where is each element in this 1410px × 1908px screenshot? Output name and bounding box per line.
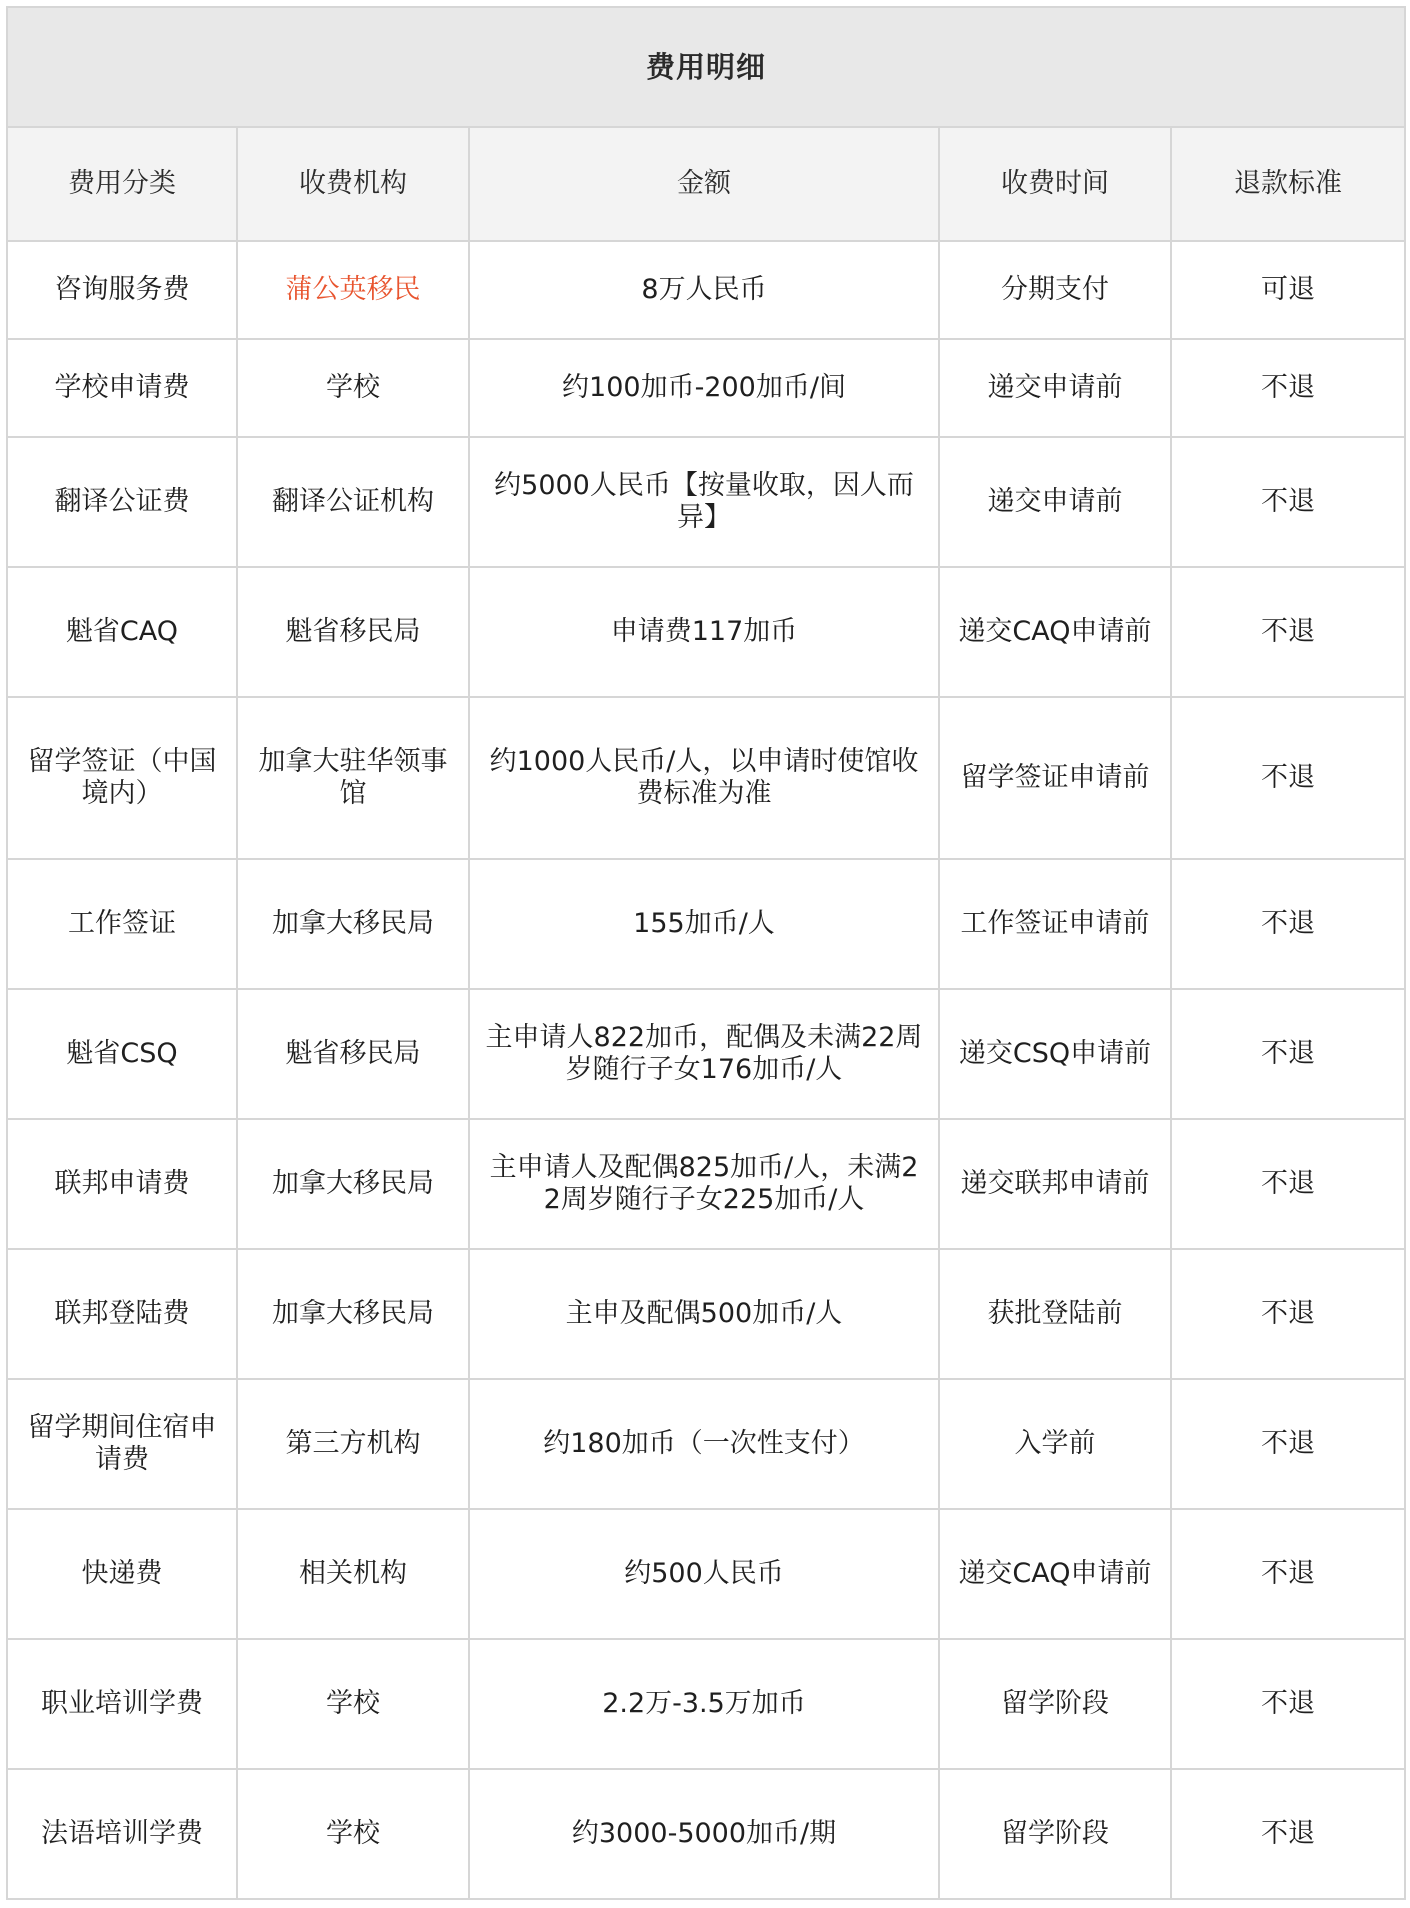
cell-institution: 相关机构 <box>237 1509 469 1639</box>
cell-time: 递交申请前 <box>939 339 1171 437</box>
cell-category: 法语培训学费 <box>7 1769 237 1899</box>
cell-refund: 不退 <box>1171 1769 1405 1899</box>
cell-institution: 加拿大移民局 <box>237 1249 469 1379</box>
cell-amount: 约5000人民币【按量收取，因人而异】 <box>469 437 939 567</box>
table-row <box>7 1119 1405 1249</box>
cell-institution: 加拿大驻华领事馆 <box>237 697 469 859</box>
cell-time: 递交申请前 <box>939 437 1171 567</box>
cell-institution: 加拿大移民局 <box>237 859 469 989</box>
table-row <box>7 339 1405 437</box>
cell-category: 快递费 <box>7 1509 237 1639</box>
cell-category: 魁省CAQ <box>7 567 237 697</box>
cell-institution: 魁省移民局 <box>237 567 469 697</box>
cell-refund: 不退 <box>1171 697 1405 859</box>
cell-category: 工作签证 <box>7 859 237 989</box>
cell-time: 递交CAQ申请前 <box>939 1509 1171 1639</box>
header-refund: 退款标准 <box>1171 127 1405 241</box>
cell-category: 咨询服务费 <box>7 241 237 339</box>
cell-institution: 学校 <box>237 1639 469 1769</box>
table-title-row <box>7 7 1405 127</box>
table-row <box>7 1379 1405 1509</box>
cell-category: 翻译公证费 <box>7 437 237 567</box>
header-institution: 收费机构 <box>237 127 469 241</box>
cell-time: 分期支付 <box>939 241 1171 339</box>
table-row <box>7 1509 1405 1639</box>
cell-time: 入学前 <box>939 1379 1171 1509</box>
cell-institution-link[interactable]: 蒲公英移民 <box>237 241 469 339</box>
header-amount: 金额 <box>469 127 939 241</box>
cell-category: 学校申请费 <box>7 339 237 437</box>
cell-category: 留学签证（中国境内） <box>7 697 237 859</box>
cell-time: 递交联邦申请前 <box>939 1119 1171 1249</box>
table-title: 费用明细 <box>7 7 1405 127</box>
header-category: 费用分类 <box>7 127 237 241</box>
cell-refund: 不退 <box>1171 1119 1405 1249</box>
cell-refund: 不退 <box>1171 1509 1405 1639</box>
table-row <box>7 437 1405 567</box>
header-time: 收费时间 <box>939 127 1171 241</box>
table-row <box>7 241 1405 339</box>
cell-amount: 申请费117加币 <box>469 567 939 697</box>
cell-time: 递交CSQ申请前 <box>939 989 1171 1119</box>
cell-amount: 约3000-5000加币/期 <box>469 1769 939 1899</box>
cell-institution: 魁省移民局 <box>237 989 469 1119</box>
cell-refund: 不退 <box>1171 989 1405 1119</box>
cell-refund: 不退 <box>1171 339 1405 437</box>
cell-category: 联邦申请费 <box>7 1119 237 1249</box>
cell-amount: 8万人民币 <box>469 241 939 339</box>
cell-time: 递交CAQ申请前 <box>939 567 1171 697</box>
cell-amount: 约180加币（一次性支付） <box>469 1379 939 1509</box>
cell-amount: 155加币/人 <box>469 859 939 989</box>
cell-time: 留学阶段 <box>939 1769 1171 1899</box>
cell-institution: 学校 <box>237 339 469 437</box>
table-row <box>7 1769 1405 1899</box>
cell-time: 留学阶段 <box>939 1639 1171 1769</box>
cell-refund: 不退 <box>1171 1249 1405 1379</box>
cell-refund: 不退 <box>1171 1379 1405 1509</box>
cell-amount: 主申及配偶500加币/人 <box>469 1249 939 1379</box>
cell-institution: 第三方机构 <box>237 1379 469 1509</box>
cell-institution: 学校 <box>237 1769 469 1899</box>
cell-amount: 约1000人民币/人，以申请时使馆收费标准为准 <box>469 697 939 859</box>
table-header-row <box>7 127 1405 241</box>
cell-amount: 约500人民币 <box>469 1509 939 1639</box>
cell-time: 获批登陆前 <box>939 1249 1171 1379</box>
cell-time: 留学签证申请前 <box>939 697 1171 859</box>
cell-refund: 不退 <box>1171 567 1405 697</box>
cell-category: 联邦登陆费 <box>7 1249 237 1379</box>
cell-amount: 约100加币-200加币/间 <box>469 339 939 437</box>
cell-category: 魁省CSQ <box>7 989 237 1119</box>
table-row <box>7 989 1405 1119</box>
table-row <box>7 1249 1405 1379</box>
table-row <box>7 859 1405 989</box>
cell-amount: 主申请人822加币，配偶及未满22周岁随行子女176加币/人 <box>469 989 939 1119</box>
cell-amount: 2.2万-3.5万加币 <box>469 1639 939 1769</box>
cell-institution: 加拿大移民局 <box>237 1119 469 1249</box>
cell-refund: 可退 <box>1171 241 1405 339</box>
cell-institution: 翻译公证机构 <box>237 437 469 567</box>
table-row <box>7 697 1405 859</box>
cell-time: 工作签证申请前 <box>939 859 1171 989</box>
table-row <box>7 567 1405 697</box>
cell-amount: 主申请人及配偶825加币/人，未满22周岁随行子女225加币/人 <box>469 1119 939 1249</box>
cell-refund: 不退 <box>1171 859 1405 989</box>
fee-table-container <box>6 6 1404 1900</box>
cell-refund: 不退 <box>1171 437 1405 567</box>
cell-category: 职业培训学费 <box>7 1639 237 1769</box>
fee-detail-table <box>6 6 1406 1900</box>
cell-category: 留学期间住宿申请费 <box>7 1379 237 1509</box>
cell-refund: 不退 <box>1171 1639 1405 1769</box>
table-row <box>7 1639 1405 1769</box>
